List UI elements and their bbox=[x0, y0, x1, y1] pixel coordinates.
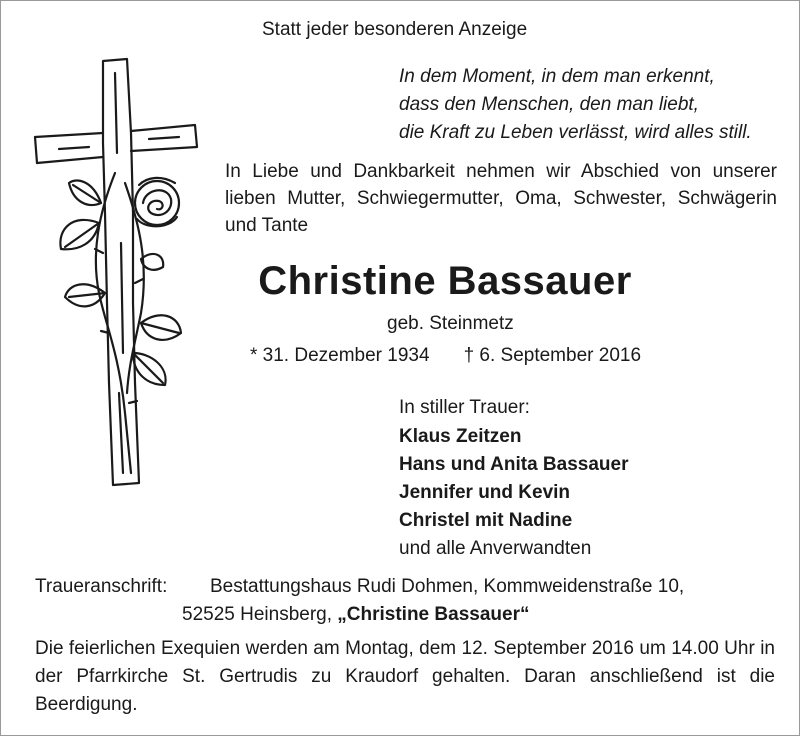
death-date: † 6. September 2016 bbox=[463, 345, 642, 366]
memorial-poem bbox=[399, 63, 752, 147]
life-dates bbox=[250, 343, 641, 369]
maiden-name: geb. Steinmetz bbox=[387, 313, 514, 334]
address-name: „Christine Bassauer“ bbox=[337, 604, 530, 625]
poem-line: die Kraft zu Leben verlässt, wird alles still. bbox=[399, 122, 752, 143]
mourner-name: Christel mit Nadine bbox=[399, 510, 573, 531]
address-label: Traueranschrift: bbox=[35, 576, 168, 597]
mourner-name: Klaus Zeitzen bbox=[399, 426, 522, 447]
farewell-text: In Liebe und Dankbarkeit nehmen wir Abschied von unserer lieben Mutter, Schwiegermutter, Oma, Schwester, Schwägerin und Tante bbox=[225, 161, 777, 236]
deceased-name: Christine Bassauer bbox=[258, 259, 632, 303]
address-city: 52525 Heinsberg, bbox=[182, 604, 338, 625]
relatives-line: und alle Anverwandten bbox=[399, 538, 592, 559]
service-details: Die feierlichen Exequien werden am Montag, dem 12. September 2016 um 14.00 Uhr in der Pfarrkirche St. Gertrudis zu Kraudorf gehalten. Daran anschließend ist die Beerdigung. bbox=[35, 638, 775, 715]
mourner-name: Hans und Anita Bassauer bbox=[399, 454, 629, 475]
birth-date: * 31. Dezember 1934 bbox=[250, 345, 430, 366]
notice-intro: Statt jeder besonderen Anzeige bbox=[262, 19, 528, 40]
address-line-2 bbox=[182, 602, 529, 628]
address-line-1: Bestattungshaus Rudi Dohmen, Kommweidenstraße 10, bbox=[210, 576, 685, 597]
mourning-heading: In stiller Trauer: bbox=[399, 397, 530, 418]
mourners-list bbox=[399, 423, 628, 563]
poem-line: dass den Menschen, den man liebt, bbox=[399, 94, 699, 115]
mourner-name: Jennifer und Kevin bbox=[399, 482, 571, 503]
poem-line: In dem Moment, in dem man erkennt, bbox=[399, 66, 715, 87]
